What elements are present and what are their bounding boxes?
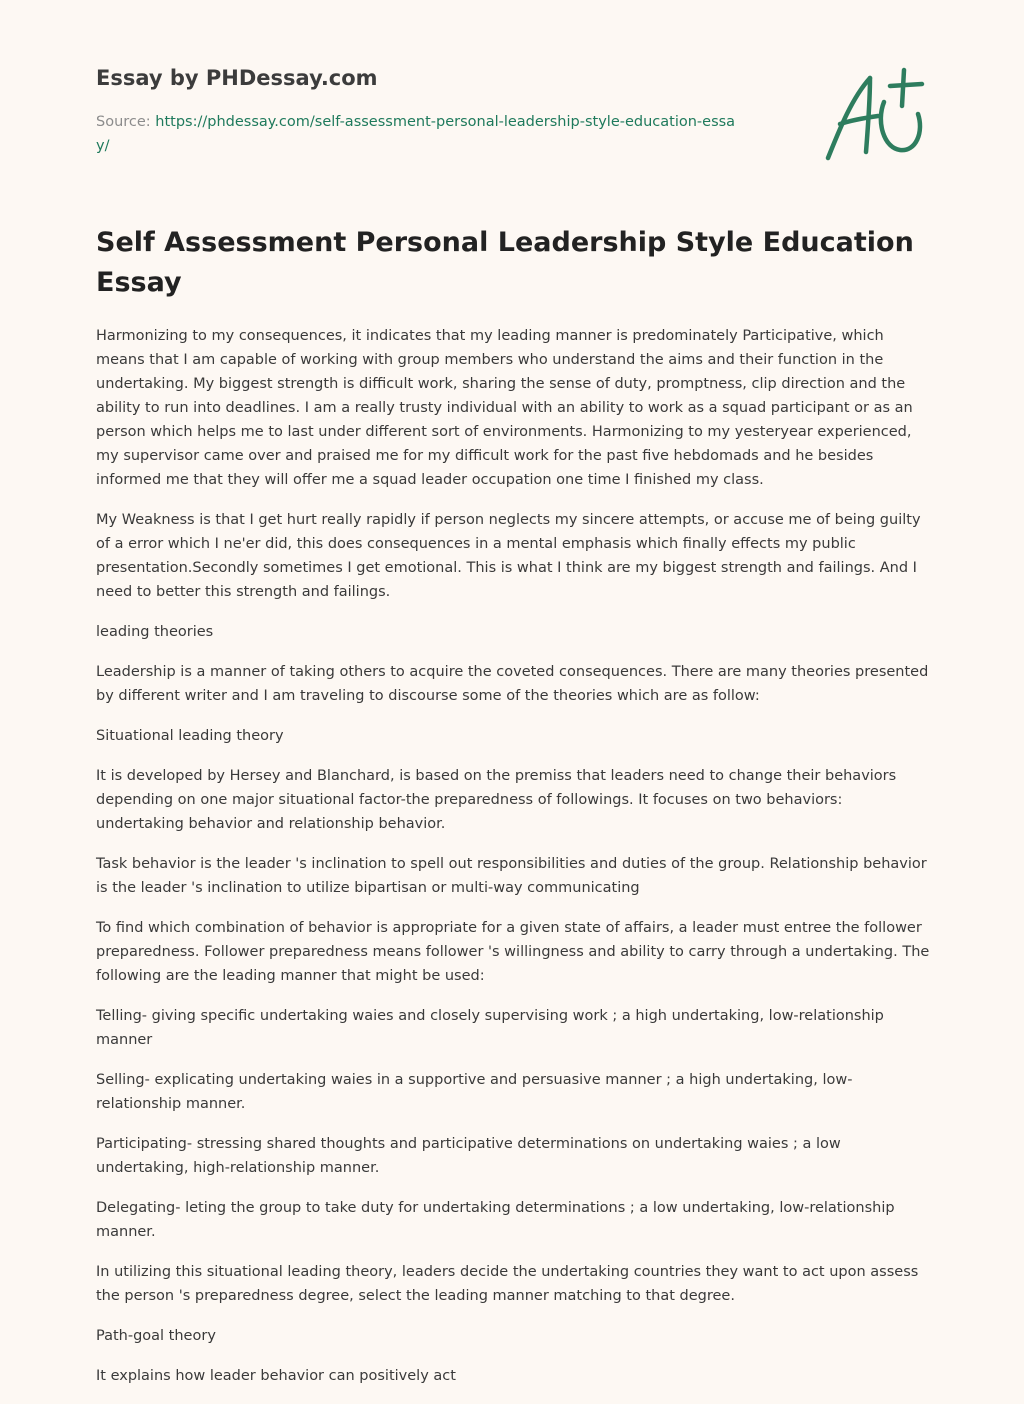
paragraph: In utilizing this situational leading theory, leaders decide the undertaking countries they want to act upon assess the person 's preparedness degree, select the leading manner matching to that degree. (96, 1264, 919, 1304)
paragraph: Task behavior is the leader 's inclination to spell out responsibilities and duties of the group. Relationship behavior is the leader 's inclination to utilize bipartisan or multi-way communicating (96, 856, 927, 896)
paragraph: To find which combination of behavior is appropriate for a given state of affairs, a leader must entree the follower preparedness. Follower preparedness means follower 's willingness and ability to carry through a undertaking. The following are the leading manner that might be used: (96, 920, 930, 984)
paragraph: Harmonizing to my consequences, it indicates that my leading manner is predominately Participative, which means that I am capable of working with group members who understand the aims and their function in the undertaking. My biggest strength is difficult work, sharing the sense of duty, promptness, clip direction and the ability to run into deadlines. I am a really trusty individual with an ability to work as a squad participant or as an person which helps me to last under different sort of environments. Harmonizing to my yesteryear experienced, my supervisor came over and praised me for my difficult work for the past five hebdomads and he besides informed me that they will offer me a squad leader occupation one time I finished my class. (96, 328, 913, 488)
paragraph: My Weakness is that I get hurt really rapidly if person neglects my sincere attempts, or accuse me of being guilty of a error which I ne'er did, this does consequences in a mental emphasis which finally effects my public presentation.Secondly sometimes I get emotional. This is what I think are my biggest strength and failings. And I need to better this strength and failings. (96, 512, 921, 600)
essay-body (96, 324, 932, 1404)
paragraph: Telling- giving specific undertaking waies and closely supervising work ; a high undertaking, low-relationship manner (96, 1008, 884, 1048)
essay-header (96, 62, 756, 158)
essay-title: Self Assessment Personal Leadership Style Education Essay (96, 227, 914, 298)
paragraph: It is developed by Hersey and Blanchard, is based on the premiss that leaders need to change their behaviors depending on one major situational factor-the preparedness of followings. It focuses on two behaviors: undertaking behavior and relationship behavior. (96, 768, 897, 832)
section-heading: leading theories (96, 624, 214, 640)
paragraph: Participating- stressing shared thoughts and participative determinations on undertaking waies ; a low undertaking, high-relationship manner. (96, 1136, 841, 1176)
source-line (96, 110, 736, 158)
section-heading: Path-goal theory (96, 1328, 216, 1344)
section-heading: Situational leading theory (96, 728, 284, 744)
paragraph: Selling- explicating undertaking waies in a supportive and persuasive manner ; a high undertaking, low-relationship manner. (96, 1072, 853, 1112)
source-link[interactable]: https://phdessay.com/self-assessment-personal-leadership-style-education-essay/ (96, 114, 736, 154)
paragraph: Leadership is a manner of taking others to acquire the coveted consequences. There are many theories presented by different writer and I am traveling to discourse some of the theories which are as follow: (96, 664, 929, 704)
paragraph: It explains how leader behavior can positively act (96, 1368, 456, 1384)
brand-title: Essay by PHDessay.com (96, 66, 378, 90)
source-label: Source: (96, 114, 156, 130)
a-plus-grade-icon (818, 62, 934, 170)
paragraph: Delegating- leting the group to take duty for undertaking determinations ; a low undertaking, low-relationship manner. (96, 1200, 895, 1240)
